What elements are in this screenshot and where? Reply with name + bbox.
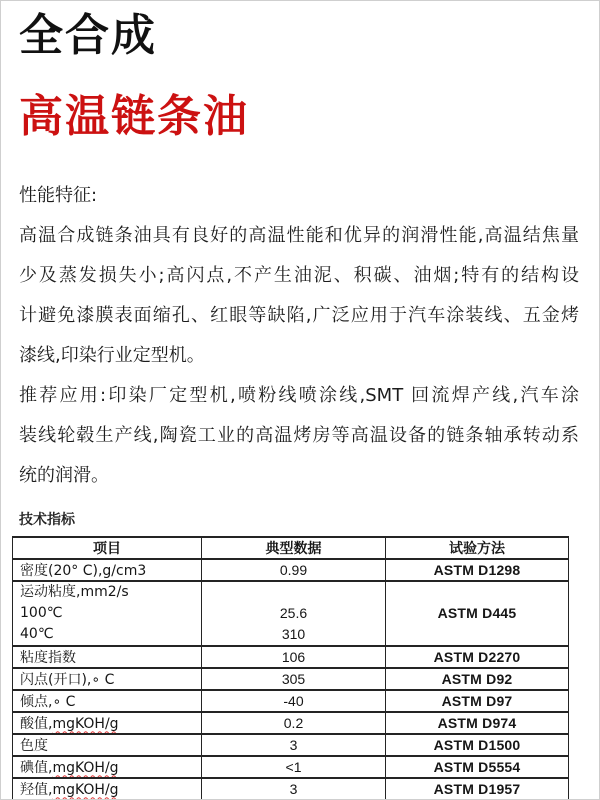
header-item: 项目 <box>13 537 202 559</box>
iodine-value-unit: mgKOH/g <box>52 759 119 776</box>
specs-header-row <box>13 537 569 559</box>
spec-method-cell: ASTM D1500 <box>386 734 569 756</box>
brand-line-title: 全合成 <box>19 10 157 61</box>
acid-value-unit: mgKOH/g <box>52 715 119 732</box>
table-row-density <box>13 559 569 581</box>
spec-value-cell: 0.99 <box>202 559 386 581</box>
spec-value-cell: <1 <box>202 756 386 778</box>
spec-method-cell: ASTM D2270 <box>386 646 569 668</box>
spec-value-cell: 3 <box>202 734 386 756</box>
spec-value-cell: 3 <box>202 778 386 800</box>
viscosity-100c-label: 100℃ <box>20 604 63 621</box>
table-row-acid-value <box>13 712 569 734</box>
table-row-viscosity <box>13 581 569 646</box>
applications-line: 装线轮毂生产线,陶瓷工业的高温烤房等高温设备的链条轴承转动系 <box>19 424 579 446</box>
spec-item-cell <box>13 756 202 778</box>
spec-value-cell: 0.2 <box>202 712 386 734</box>
features-line: 少及蒸发损失小;高闪点,不产生油泥、积碳、油烟;特有的结构设 <box>19 264 579 286</box>
spec-item-cell <box>13 712 202 734</box>
acid-value-label: 酸值, <box>20 715 53 732</box>
spec-item-cell <box>13 581 202 646</box>
spec-method-cell: ASTM D97 <box>386 690 569 712</box>
spec-value-cell: 305 <box>202 668 386 690</box>
spec-item-cell: 密度(20° C),g/cm3 <box>13 559 202 581</box>
applications-line: 统的润滑。 <box>19 464 109 486</box>
table-row-iodine-value <box>13 756 569 778</box>
table-row-hydroxyl-value <box>13 778 569 800</box>
header-test-method: 试验方法 <box>386 537 569 559</box>
viscosity-40c-label: 40℃ <box>20 625 54 642</box>
specs-heading: 技术指标 <box>19 511 75 528</box>
spec-value-cell: -40 <box>202 690 386 712</box>
spec-value-cell <box>202 581 386 646</box>
viscosity-label: 运动粘度,mm2/s <box>20 583 129 600</box>
spec-item-cell: 色度 <box>13 734 202 756</box>
hydroxyl-value-label: 羟值, <box>20 781 53 798</box>
product-name-title: 高温链条油 <box>19 91 249 143</box>
header-typical-data: 典型数据 <box>202 537 386 559</box>
table-row-flash-point <box>13 668 569 690</box>
features-line: 漆线,印染行业定型机。 <box>19 344 205 366</box>
table-row-color <box>13 734 569 756</box>
table-row-viscosity-index <box>13 646 569 668</box>
spec-method-cell: ASTM D1298 <box>386 559 569 581</box>
spec-method-cell: ASTM D92 <box>386 668 569 690</box>
features-line: 计避免漆膜表面缩孔、红眼等缺陷,广泛应用于汽车涂装线、五金烤 <box>19 304 579 326</box>
spec-value-cell: 106 <box>202 646 386 668</box>
specs-table <box>12 536 569 800</box>
features-paragraph <box>19 216 579 376</box>
viscosity-100c-value: 25.6 <box>279 604 308 621</box>
features-heading: 性能特征: <box>19 184 98 206</box>
features-line: 高温合成链条油具有良好的高温性能和优异的润滑性能,高温结焦量 <box>19 224 579 246</box>
viscosity-blank-value <box>202 582 385 603</box>
body-text-block <box>19 176 579 496</box>
spec-method-cell: ASTM D5554 <box>386 756 569 778</box>
viscosity-40c-value: 310 <box>281 625 306 642</box>
spec-item-cell: 粘度指数 <box>13 646 202 668</box>
applications-paragraph <box>19 376 579 496</box>
applications-line: 推荐应用:印染厂定型机,喷粉线喷涂线,SMT 回流焊产线,汽车涂 <box>19 384 579 406</box>
spec-method-cell: ASTM D974 <box>386 712 569 734</box>
spec-item-cell <box>13 778 202 800</box>
spec-method-cell: ASTM D445 <box>386 581 569 646</box>
iodine-value-label: 碘值, <box>20 759 53 776</box>
hydroxyl-value-unit: mgKOH/g <box>52 781 119 798</box>
spec-item-cell: 闪点(开口),∘ C <box>13 668 202 690</box>
spec-method-cell: ASTM D1957 <box>386 778 569 800</box>
table-row-pour-point <box>13 690 569 712</box>
spec-item-cell: 倾点,∘ C <box>13 690 202 712</box>
